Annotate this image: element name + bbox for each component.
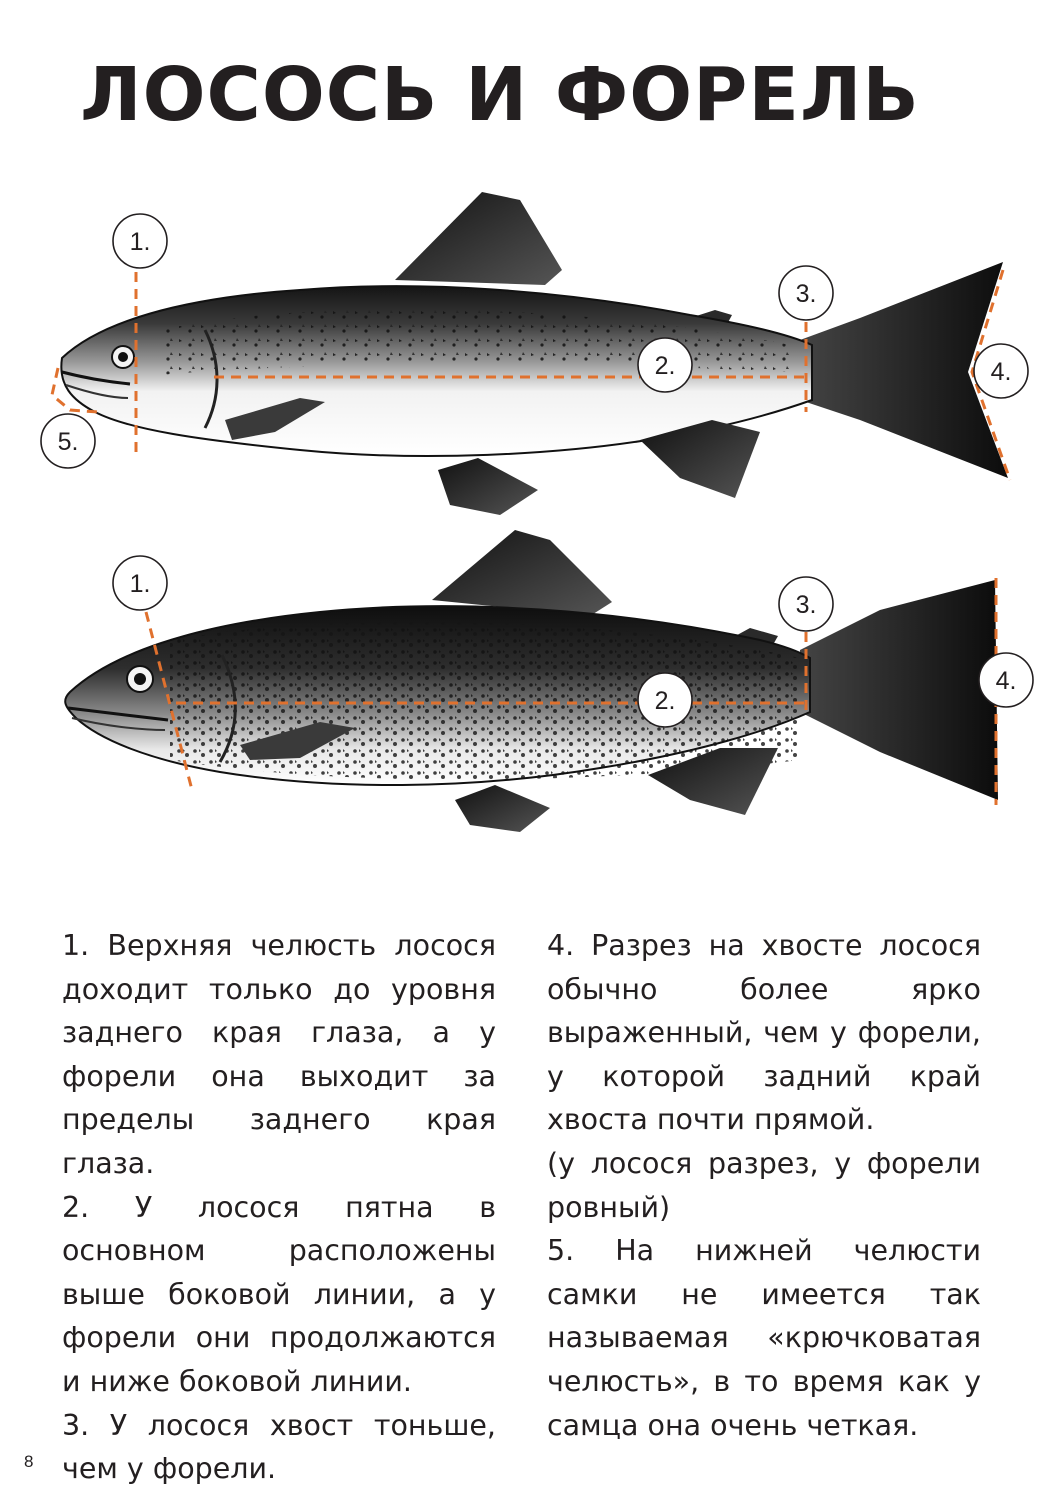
salmon-marker-4	[974, 344, 1028, 398]
svg-text:4.: 4.	[995, 667, 1017, 695]
page-title: ЛОСОСЬ И ФОРЕЛЬ	[80, 52, 920, 138]
notes-left-column	[62, 924, 496, 1491]
svg-text:5.: 5.	[57, 428, 79, 456]
svg-text:3.: 3.	[795, 280, 817, 308]
note-2-spots: 2. У лосося пятна в основном расположены выше боковой линии, а у форели они продолжаются и ниже боковой линии.	[62, 1190, 496, 1398]
trout-marker-3	[779, 577, 833, 631]
note-5-lower-jaw: 5. На нижней челюсти самки не имеется так называемая «крючковатая челюсть», в то время как у самца она очень четкая.	[547, 1234, 981, 1442]
trout-marker-2	[638, 673, 692, 727]
salmon-marker-5	[41, 414, 95, 468]
note-1-upper-jaw: 1. Верхняя челюсть лосося доходит только до уровня заднего края глаза, а у форели она выходит за пределы заднего края глаза.	[62, 929, 496, 1180]
svg-text:3.: 3.	[795, 591, 817, 619]
trout-marker-4	[979, 653, 1033, 707]
trout-drawing	[65, 530, 998, 832]
svg-text:1.: 1.	[129, 228, 151, 256]
note-3-tail-thickness: 3. У лосося хвост тоньше, чем у форели.	[62, 1408, 496, 1486]
svg-text:1.: 1.	[129, 570, 151, 598]
svg-text:4.: 4.	[990, 358, 1012, 386]
fish-illustration	[0, 170, 1062, 870]
salmon-marker-2	[638, 338, 692, 392]
note-4-remark: (у лосося разрез, у форели ровный)	[547, 1146, 981, 1224]
salmon-drawing	[61, 192, 1008, 515]
salmon-marker-1	[113, 214, 167, 268]
salmon-marker-3	[779, 266, 833, 320]
svg-text:2.: 2.	[654, 352, 676, 380]
page-number: 8	[24, 1452, 34, 1471]
svg-text:2.: 2.	[654, 687, 676, 715]
notes-right-column	[547, 924, 981, 1447]
trout-marker-1	[113, 556, 167, 610]
note-4-tail-notch: 4. Разрез на хвосте лосося обычно более ярко выраженный, чем у форели, у которой задний край хвоста почти прямой.	[547, 929, 981, 1137]
